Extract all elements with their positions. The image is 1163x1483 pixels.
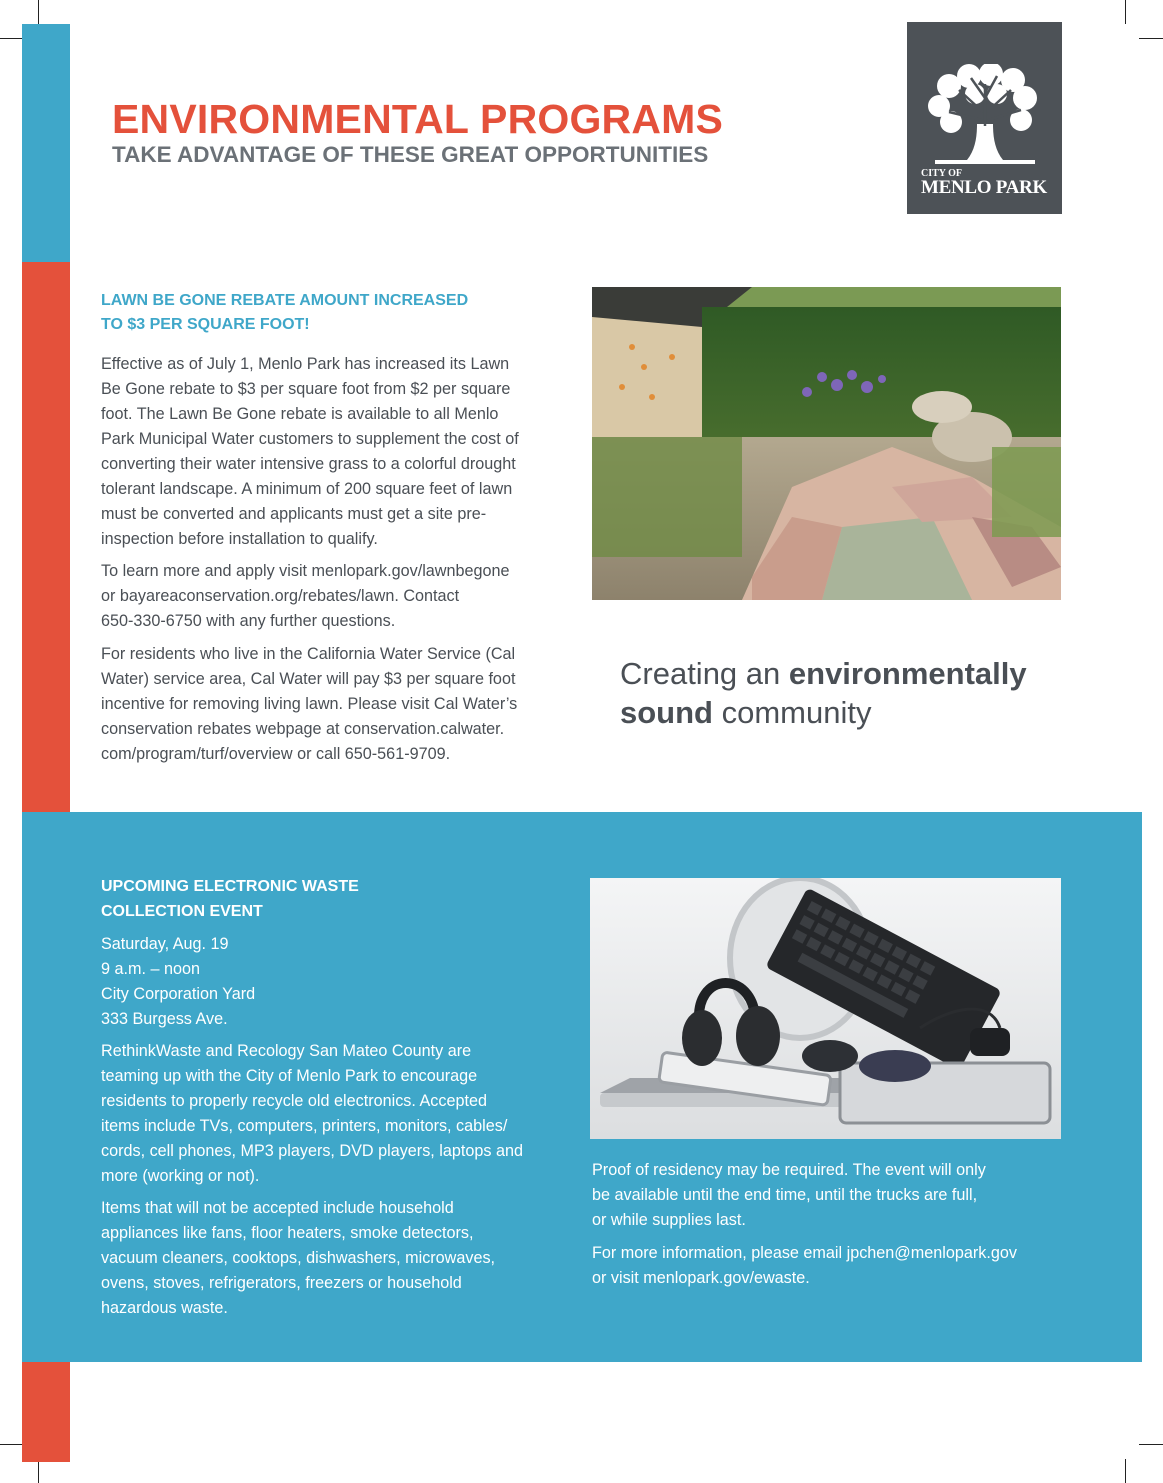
city-logo: [907, 22, 1062, 214]
text-line: For more information, please email jpchen@menlopark.gov: [592, 1244, 1017, 1262]
text-line: RethinkWaste and Recology San Mateo County are: [101, 1042, 472, 1060]
crop-mark: [1139, 38, 1163, 39]
event-date: Saturday, Aug. 19: [101, 935, 229, 953]
text-line: Proof of residency may be required. The event will only: [592, 1161, 986, 1179]
contact-info: [592, 1241, 1072, 1291]
text-line: ovens, stoves, refrigerators, freezers or household: [101, 1274, 462, 1292]
event-time: 9 a.m. – noon: [101, 960, 200, 978]
crop-mark: [1125, 0, 1126, 24]
text-line: foot. The Lawn Be Gone rebate is available to all Menlo: [101, 405, 499, 423]
text-line: teaming up with the City of Menlo Park to encourage: [101, 1067, 478, 1085]
tagline-bold: environmentally: [788, 656, 1027, 691]
crop-mark: [0, 38, 24, 39]
text-line: tolerant landscape. A minimum of 200 square feet of lawn: [101, 480, 513, 498]
text-line: or while supplies last.: [592, 1211, 746, 1229]
page-title: ENVIRONMENTAL PROGRAMS: [112, 96, 724, 142]
text-line: appliances like fans, floor heaters, smoke detectors,: [101, 1224, 474, 1242]
heading-line: LAWN BE GONE REBATE AMOUNT INCREASED: [101, 292, 469, 309]
residency-note: [592, 1158, 1072, 1233]
text-line: Park Municipal Water customers to supplement the cost of: [101, 430, 519, 448]
text-line: must be converted and applicants must get a site pre-: [101, 505, 487, 523]
lawn-heading: [101, 289, 561, 337]
heading-line: UPCOMING ELECTRONIC WASTE: [101, 878, 359, 895]
text-line: 650-330-6750 with any further questions.: [101, 612, 396, 630]
text-line: Items that will not be accepted include household: [101, 1199, 454, 1217]
crop-mark: [38, 0, 39, 24]
text-line: To learn more and apply visit menlopark.gov/lawnbegone: [101, 562, 510, 580]
lawn-paragraph-3: [101, 642, 577, 767]
accent-bar-red-bottom: [22, 1362, 70, 1462]
text-line: cords, cell phones, MP3 players, DVD players, laptops and: [101, 1142, 523, 1160]
text-line: com/program/turf/overview or call 650-561-9709.: [101, 745, 451, 763]
logo-city-of: CITY OF: [921, 168, 963, 179]
oak-tree-icon: [925, 64, 1045, 166]
tagline-text: Creating an: [620, 656, 789, 691]
accent-bar-blue: [22, 24, 70, 262]
tagline-bold: sound: [620, 695, 713, 730]
text-line: Water) service area, Cal Water will pay $3 per square foot: [101, 670, 516, 688]
lawn-paragraph-1: [101, 352, 577, 552]
logo-name: MENLO PARK: [921, 177, 1047, 198]
ewaste-heading: [101, 874, 541, 924]
ewaste-paragraph-1: [101, 1039, 571, 1189]
text-line: For residents who live in the California Water Service (Cal: [101, 645, 516, 663]
tagline: [620, 654, 1060, 732]
text-line: residents to properly recycle old electronics. Accepted: [101, 1092, 487, 1110]
text-line: Effective as of July 1, Menlo Park has increased its Lawn: [101, 355, 510, 373]
heading-line: TO $3 PER SQUARE FOOT!: [101, 316, 310, 333]
event-details: [101, 932, 571, 1032]
text-line: Be Gone rebate to $3 per square foot from $2 per square: [101, 380, 511, 398]
heading-line: COLLECTION EVENT: [101, 903, 263, 920]
lawn-paragraph-2: [101, 559, 577, 634]
text-line: hazardous waste.: [101, 1299, 228, 1317]
page-subtitle: TAKE ADVANTAGE OF THESE GREAT OPPORTUNITIES: [112, 142, 709, 167]
crop-mark: [0, 1444, 24, 1445]
event-address: 333 Burgess Ave.: [101, 1010, 228, 1028]
tagline-text: community: [713, 695, 872, 730]
text-line: inspection before installation to qualify.: [101, 530, 378, 548]
electronics-photo: [590, 878, 1061, 1139]
event-location: City Corporation Yard: [101, 985, 256, 1003]
crop-mark: [38, 1459, 39, 1483]
accent-bar-red: [22, 262, 70, 814]
text-line: converting their water intensive grass to a colorful drought: [101, 455, 516, 473]
text-line: items include TVs, computers, printers, monitors, cables/: [101, 1117, 508, 1135]
text-line: or visit menlopark.gov/ewaste.: [592, 1269, 810, 1287]
text-line: incentive for removing living lawn. Please visit Cal Water’s: [101, 695, 518, 713]
text-line: vacuum cleaners, cooktops, dishwashers, microwaves,: [101, 1249, 496, 1267]
garden-photo: [592, 287, 1061, 600]
text-line: be available until the end time, until the trucks are full,: [592, 1186, 978, 1204]
text-line: conservation rebates webpage at conservation.calwater.: [101, 720, 505, 738]
ewaste-paragraph-2: [101, 1196, 571, 1321]
text-line: or bayareaconservation.org/rebates/lawn. Contact: [101, 587, 460, 605]
crop-mark: [1139, 1444, 1163, 1445]
crop-mark: [1125, 1459, 1126, 1483]
text-line: more (working or not).: [101, 1167, 260, 1185]
